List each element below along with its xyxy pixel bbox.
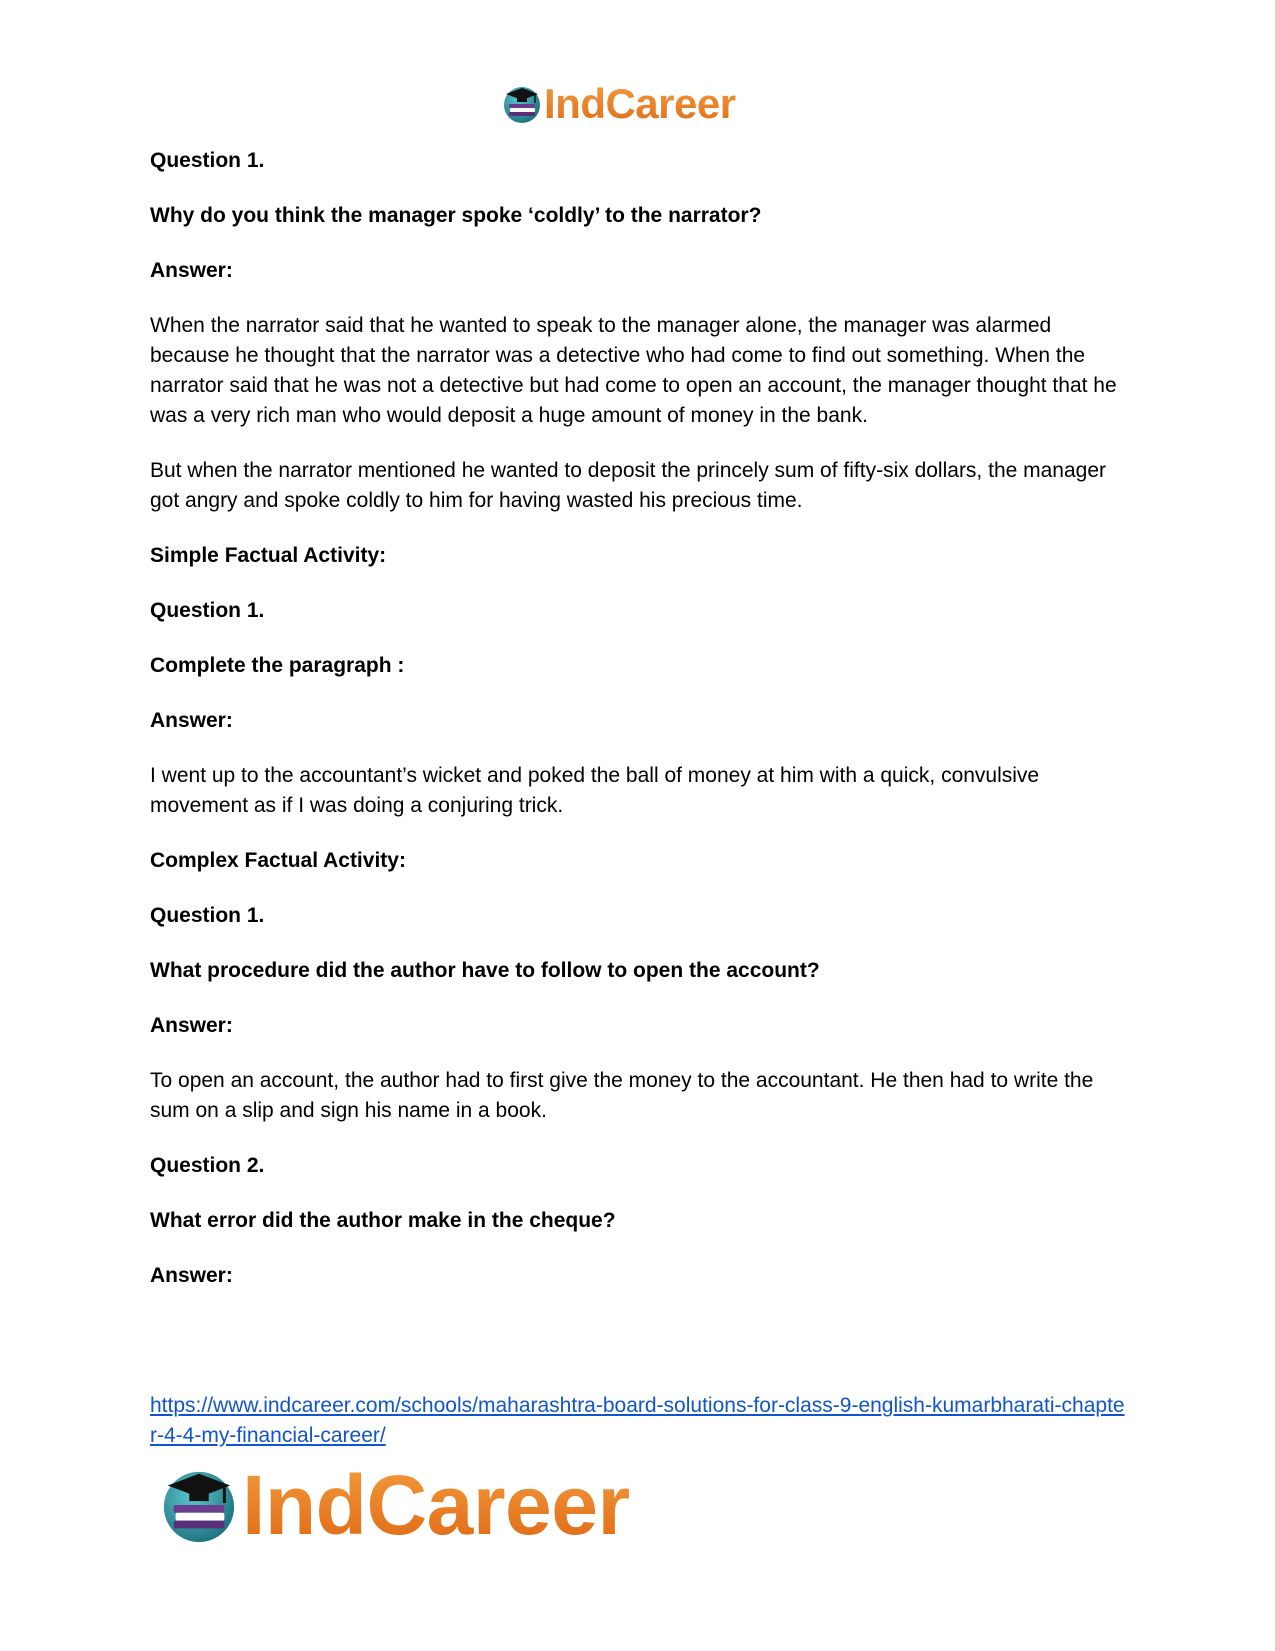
- question-label: Question 1.: [150, 904, 265, 927]
- answer-label: Answer:: [150, 1264, 233, 1287]
- question-label: Question 1.: [150, 599, 265, 622]
- question-text: What error did the author make in the cheque?: [150, 1209, 616, 1232]
- graduation-book-globe-icon: [502, 84, 542, 124]
- footer-logo: [160, 1460, 630, 1550]
- question-text: What procedure did the author have to follow to open the account?: [150, 959, 820, 982]
- header-logo: [502, 80, 736, 128]
- header-logo-text: IndCareer: [544, 80, 736, 127]
- question-text: Complete the paragraph :: [150, 654, 405, 677]
- section-heading-complex-factual: Complex Factual Activity:: [150, 849, 406, 872]
- graduation-book-globe-icon: [160, 1466, 238, 1544]
- question-label: Question 2.: [150, 1154, 265, 1177]
- answer-paragraph: But when the narrator mentioned he wanted to deposit the princely sum of fifty-six dollars, the manager got angry and spoke coldly to him for having wasted his precious time.: [150, 459, 1107, 512]
- source-url-link[interactable]: https://www.indcareer.com/schools/maharashtra-board-solutions-for-class-9-english-kumarbharati-chapter-4-4-my-financial-career/: [150, 1394, 1125, 1447]
- answer-paragraph: To open an account, the author had to first give the money to the accountant. He then had to write the sum on a slip and sign his name in a book.: [150, 1069, 1094, 1122]
- answer-paragraph: I went up to the accountant’s wicket and poked the ball of money at him with a quick, convulsive movement as if I was doing a conjuring trick.: [150, 764, 1040, 817]
- section-heading-simple-factual: Simple Factual Activity:: [150, 544, 387, 567]
- answer-label: Answer:: [150, 709, 233, 732]
- footer-logo-text: IndCareer: [242, 1458, 630, 1552]
- document-body: [150, 146, 1130, 1291]
- answer-paragraph: When the narrator said that he wanted to speak to the manager alone, the manager was alarmed because he thought that the narrator was a detective who had come to find out something. When the narrator said that he was not a detective but had come to open an account, the manager thought that he was a very rich man who would deposit a huge amount of money in the bank.: [150, 314, 1117, 427]
- question-label: Question 1.: [150, 149, 265, 172]
- question-text: Why do you think the manager spoke ‘coldly’ to the narrator?: [150, 204, 762, 227]
- answer-label: Answer:: [150, 1014, 233, 1037]
- answer-label: Answer:: [150, 259, 233, 282]
